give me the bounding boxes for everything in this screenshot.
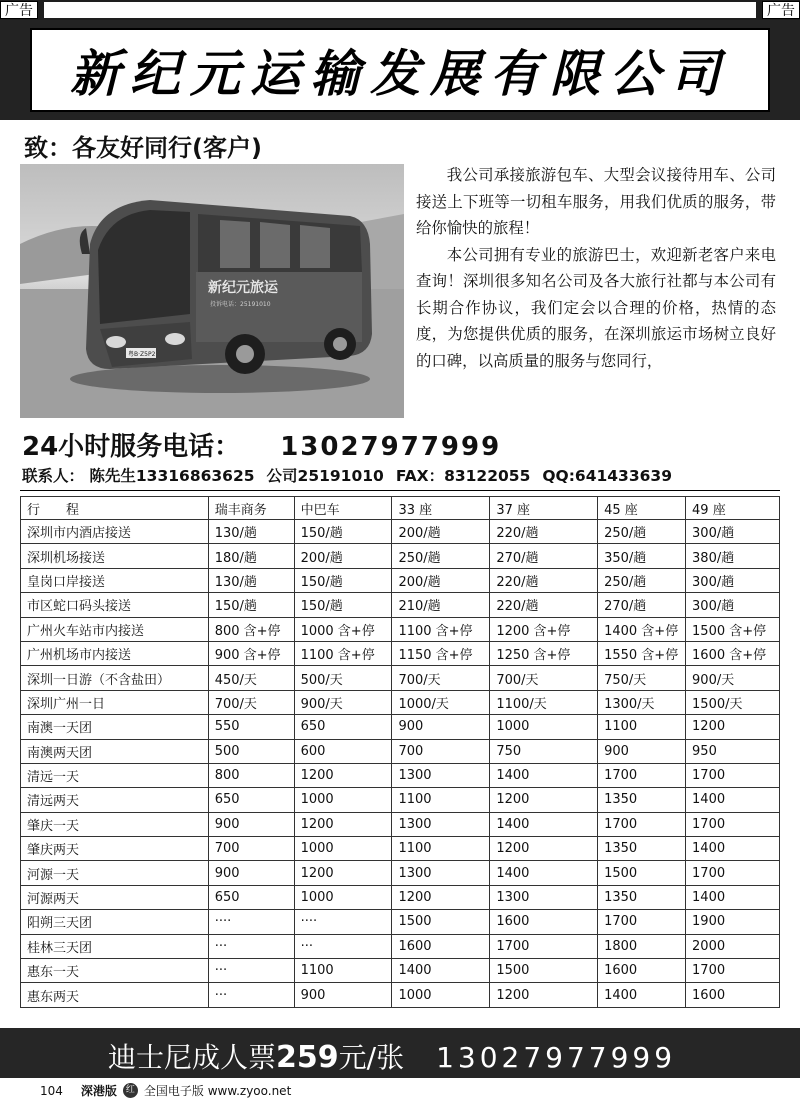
table-cell: 250/趟 bbox=[392, 544, 490, 568]
table-cell: 河源一天 bbox=[21, 861, 209, 885]
contact-qq: QQ:641433639 bbox=[542, 467, 672, 485]
table-cell: 900 bbox=[208, 812, 294, 836]
table-cell: 1700 bbox=[490, 934, 598, 958]
table-row bbox=[21, 739, 780, 763]
bus-plate: 粤B·Z5P2 bbox=[128, 351, 156, 358]
table-cell: 1300/天 bbox=[598, 690, 686, 714]
contact-person: 联系人： 陈先生13316863625 bbox=[22, 467, 255, 485]
table-cell: 1000 含+停 bbox=[294, 617, 392, 641]
table-cell: 1600 bbox=[392, 934, 490, 958]
table-cell: 深圳广州一日 bbox=[21, 690, 209, 714]
hotline-label: 24小时服务电话： bbox=[22, 432, 241, 462]
footer-price: 259 bbox=[276, 1040, 339, 1075]
table-cell: 1200 bbox=[294, 812, 392, 836]
table-cell: 清远两天 bbox=[21, 788, 209, 812]
table-cell: ··· bbox=[294, 934, 392, 958]
table-cell: 肇庆一天 bbox=[21, 812, 209, 836]
table-cell: 650 bbox=[294, 715, 392, 739]
hotline-number: 13027977999 bbox=[280, 432, 502, 462]
table-cell: 1300 bbox=[490, 885, 598, 909]
table-cell: 1200 bbox=[490, 788, 598, 812]
table-cell: 900/天 bbox=[686, 666, 780, 690]
table-cell: 700 bbox=[208, 837, 294, 861]
ad-strip bbox=[0, 0, 800, 20]
table-row bbox=[21, 934, 780, 958]
table-cell: 1000 bbox=[294, 788, 392, 812]
table-cell: 2000 bbox=[686, 934, 780, 958]
table-cell: 1400 bbox=[686, 837, 780, 861]
table-cell: 750 bbox=[490, 739, 598, 763]
table-cell: 180/趟 bbox=[208, 544, 294, 568]
table-row bbox=[21, 983, 780, 1007]
table-row bbox=[21, 520, 780, 544]
table-cell: 1700 bbox=[598, 812, 686, 836]
table-cell: 1200 bbox=[490, 983, 598, 1007]
table-cell: 800 bbox=[208, 763, 294, 787]
table-cell: 900 bbox=[392, 715, 490, 739]
table-cell: 1350 bbox=[598, 837, 686, 861]
table-cell: 肇庆两天 bbox=[21, 837, 209, 861]
table-row bbox=[21, 837, 780, 861]
table-cell: 1700 bbox=[686, 812, 780, 836]
table-cell: 1500 含+停 bbox=[686, 617, 780, 641]
table-cell: 900 bbox=[598, 739, 686, 763]
table-cell: 1550 含+停 bbox=[598, 641, 686, 665]
table-cell: 250/趟 bbox=[598, 568, 686, 592]
intro-paragraph-1: 我公司承接旅游包车、大型会议接待用车、公司接送上下班等一切租车服务，用我们优质的服务，带给你愉快的旅程！ bbox=[416, 166, 776, 237]
table-cell: 1400 bbox=[686, 788, 780, 812]
table-cell: 1500 bbox=[490, 959, 598, 983]
table-cell: 200/趟 bbox=[392, 568, 490, 592]
price-table-body bbox=[21, 497, 780, 1008]
greeting: 致：各友好同行(客户) bbox=[24, 134, 262, 162]
table-cell: 1600 bbox=[490, 910, 598, 934]
table-row bbox=[21, 885, 780, 909]
table-cell: ··· bbox=[208, 934, 294, 958]
table-cell: 1100 bbox=[294, 959, 392, 983]
table-cell: 700/天 bbox=[392, 666, 490, 690]
company-name: 新纪元运输发展有限公司 bbox=[70, 44, 730, 103]
table-header-cell: 45 座 bbox=[598, 497, 686, 520]
table-cell: 1400 bbox=[490, 812, 598, 836]
footer-text-1: 迪士尼成人票 bbox=[108, 1041, 277, 1074]
table-row bbox=[21, 861, 780, 885]
table-cell: 1200 bbox=[490, 837, 598, 861]
table-cell: 1400 bbox=[686, 885, 780, 909]
contact-line bbox=[22, 464, 684, 486]
divider bbox=[20, 490, 780, 491]
table-cell: 1400 bbox=[490, 763, 598, 787]
contact-fax: FAX：83122055 bbox=[395, 467, 531, 485]
table-header-cell: 瑞丰商务 bbox=[208, 497, 294, 520]
table-cell: 300/趟 bbox=[686, 593, 780, 617]
table-cell: 1700 bbox=[598, 763, 686, 787]
table-cell: 1400 bbox=[490, 861, 598, 885]
table-row bbox=[21, 593, 780, 617]
bus-photo bbox=[20, 164, 404, 418]
table-cell: 1100 bbox=[598, 715, 686, 739]
table-cell: 深圳市内酒店接送 bbox=[21, 520, 209, 544]
table-cell: 300/趟 bbox=[686, 520, 780, 544]
table-header-cell: 37 座 bbox=[490, 497, 598, 520]
table-cell: 1300 bbox=[392, 861, 490, 885]
table-row bbox=[21, 812, 780, 836]
table-cell: 220/趟 bbox=[490, 520, 598, 544]
table-cell: 1100 bbox=[392, 788, 490, 812]
table-cell: 270/趟 bbox=[598, 593, 686, 617]
table-row bbox=[21, 544, 780, 568]
table-cell: 150/趟 bbox=[208, 593, 294, 617]
table-cell: ··· bbox=[208, 959, 294, 983]
table-cell: ··· bbox=[208, 983, 294, 1007]
table-cell: 800 含+停 bbox=[208, 617, 294, 641]
table-header-cell: 33 座 bbox=[392, 497, 490, 520]
table-cell: 1800 bbox=[598, 934, 686, 958]
table-cell: 1000 bbox=[294, 885, 392, 909]
edition-label: 深港版 bbox=[80, 1084, 117, 1098]
table-cell: 650 bbox=[208, 885, 294, 909]
table-row bbox=[21, 641, 780, 665]
table-cell: 150/趟 bbox=[294, 520, 392, 544]
table-cell: 1350 bbox=[598, 885, 686, 909]
table-cell: 1700 bbox=[686, 861, 780, 885]
table-cell: 300/趟 bbox=[686, 568, 780, 592]
table-cell: 1700 bbox=[686, 959, 780, 983]
table-cell: 270/趟 bbox=[490, 544, 598, 568]
table-cell: 550 bbox=[208, 715, 294, 739]
page-number: 104 bbox=[40, 1083, 63, 1098]
table-cell: ···· bbox=[294, 910, 392, 934]
table-cell: 1200 bbox=[294, 861, 392, 885]
table-cell: 1700 bbox=[686, 763, 780, 787]
table-cell: 清远一天 bbox=[21, 763, 209, 787]
table-cell: 市区蛇口码头接送 bbox=[21, 593, 209, 617]
table-cell: 1200 bbox=[392, 885, 490, 909]
table-cell: 1500 bbox=[598, 861, 686, 885]
table-cell: 1100 bbox=[392, 837, 490, 861]
title-band bbox=[0, 20, 800, 120]
table-cell: 阳朔三天团 bbox=[21, 910, 209, 934]
hotline bbox=[22, 426, 501, 463]
table-cell: 900 含+停 bbox=[208, 641, 294, 665]
table-cell: 1100 含+停 bbox=[392, 617, 490, 641]
table-cell: 惠东两天 bbox=[21, 983, 209, 1007]
table-cell: 900 bbox=[208, 861, 294, 885]
table-cell: 150/趟 bbox=[294, 593, 392, 617]
table-cell: 1250 含+停 bbox=[490, 641, 598, 665]
table-cell: 350/趟 bbox=[598, 544, 686, 568]
table-cell: 900 bbox=[294, 983, 392, 1007]
table-header-cell: 行 程 bbox=[21, 497, 209, 520]
table-cell: 深圳一日游（不含盐田） bbox=[21, 666, 209, 690]
table-cell: 1500 bbox=[392, 910, 490, 934]
table-cell: 南澳两天团 bbox=[21, 739, 209, 763]
table-cell: 900/天 bbox=[294, 690, 392, 714]
table-cell: 1600 bbox=[686, 983, 780, 1007]
table-row bbox=[21, 617, 780, 641]
table-cell: 1500/天 bbox=[686, 690, 780, 714]
table-cell: 惠东一天 bbox=[21, 959, 209, 983]
table-cell: ···· bbox=[208, 910, 294, 934]
table-cell: 200/趟 bbox=[392, 520, 490, 544]
table-cell: 河源两天 bbox=[21, 885, 209, 909]
table-row bbox=[21, 910, 780, 934]
edition-logo-icon: 红 bbox=[123, 1083, 138, 1098]
table-cell: 950 bbox=[686, 739, 780, 763]
ad-label-right: 广告 bbox=[762, 1, 800, 19]
table-row bbox=[21, 715, 780, 739]
site-url: 全国电子版 www.zyoo.net bbox=[143, 1084, 292, 1098]
table-cell: 500/天 bbox=[294, 666, 392, 690]
table-cell: 1150 含+停 bbox=[392, 641, 490, 665]
table-cell: 130/趟 bbox=[208, 568, 294, 592]
table-cell: 广州火车站市内接送 bbox=[21, 617, 209, 641]
table-cell: 600 bbox=[294, 739, 392, 763]
table-cell: 500 bbox=[208, 739, 294, 763]
table-cell: 1000 bbox=[392, 983, 490, 1007]
table-cell: 1200 含+停 bbox=[490, 617, 598, 641]
table-cell: 1000 bbox=[294, 837, 392, 861]
table-row bbox=[21, 666, 780, 690]
intro-paragraph-2: 本公司拥有专业的旅游巴士，欢迎新老客户来电查询！深圳很多知名公司及各大旅行社都与本公司有长期合作协议，我们定会以合理的价格，热情的态度，为您提供优质的服务，在深圳旅运市场树立良好的口碑，以高质量的服务与您同行， bbox=[416, 245, 776, 370]
title-box bbox=[30, 28, 770, 112]
table-cell: 1600 bbox=[598, 959, 686, 983]
table-header-cell: 中巴车 bbox=[294, 497, 392, 520]
table-cell: 1100/天 bbox=[490, 690, 598, 714]
bus-body-phone: 投诉电话：25191010 bbox=[210, 301, 271, 308]
table-cell: 700/天 bbox=[208, 690, 294, 714]
table-cell: 1000/天 bbox=[392, 690, 490, 714]
table-cell: 220/趟 bbox=[490, 568, 598, 592]
footer-promo bbox=[108, 1036, 676, 1076]
price-table bbox=[20, 496, 780, 1008]
intro-text bbox=[416, 162, 776, 374]
table-cell: 150/趟 bbox=[294, 568, 392, 592]
footer-banner bbox=[0, 1028, 800, 1078]
table-cell: 750/天 bbox=[598, 666, 686, 690]
footer-phone: 13027977999 bbox=[436, 1041, 677, 1074]
table-cell: 200/趟 bbox=[294, 544, 392, 568]
table-cell: 130/趟 bbox=[208, 520, 294, 544]
table-cell: 桂林三天团 bbox=[21, 934, 209, 958]
table-cell: 700 bbox=[392, 739, 490, 763]
table-cell: 1000 bbox=[490, 715, 598, 739]
ad-label-left: 广告 bbox=[0, 1, 38, 19]
table-row bbox=[21, 690, 780, 714]
bus-body-text: 新纪元旅运 bbox=[208, 280, 278, 296]
table-row bbox=[21, 568, 780, 592]
table-cell: 1400 bbox=[598, 983, 686, 1007]
table-cell: 深圳机场接送 bbox=[21, 544, 209, 568]
table-cell: 南澳一天团 bbox=[21, 715, 209, 739]
footer-text-2: 元/张 bbox=[338, 1041, 405, 1074]
table-row bbox=[21, 788, 780, 812]
table-cell: 1700 bbox=[598, 910, 686, 934]
table-cell: 1350 bbox=[598, 788, 686, 812]
table-cell: 1300 bbox=[392, 763, 490, 787]
table-cell: 皇岗口岸接送 bbox=[21, 568, 209, 592]
table-cell: 1900 bbox=[686, 910, 780, 934]
page-footer bbox=[40, 1082, 291, 1099]
table-header-cell: 49 座 bbox=[686, 497, 780, 520]
bus-illustration bbox=[20, 164, 404, 418]
table-cell: 450/天 bbox=[208, 666, 294, 690]
table-header-row bbox=[21, 497, 780, 520]
table-cell: 1300 bbox=[392, 812, 490, 836]
table-row bbox=[21, 763, 780, 787]
contact-company-phone: 公司25191010 bbox=[266, 467, 384, 485]
table-cell: 250/趟 bbox=[598, 520, 686, 544]
table-cell: 220/趟 bbox=[490, 593, 598, 617]
table-row bbox=[21, 959, 780, 983]
table-cell: 1400 含+停 bbox=[598, 617, 686, 641]
ad-bar bbox=[44, 2, 756, 18]
table-cell: 380/趟 bbox=[686, 544, 780, 568]
table-cell: 1200 bbox=[686, 715, 780, 739]
table-cell: 1100 含+停 bbox=[294, 641, 392, 665]
table-cell: 1200 bbox=[294, 763, 392, 787]
table-cell: 650 bbox=[208, 788, 294, 812]
table-cell: 700/天 bbox=[490, 666, 598, 690]
table-cell: 1600 含+停 bbox=[686, 641, 780, 665]
table-cell: 1400 bbox=[392, 959, 490, 983]
table-cell: 广州机场市内接送 bbox=[21, 641, 209, 665]
table-cell: 210/趟 bbox=[392, 593, 490, 617]
